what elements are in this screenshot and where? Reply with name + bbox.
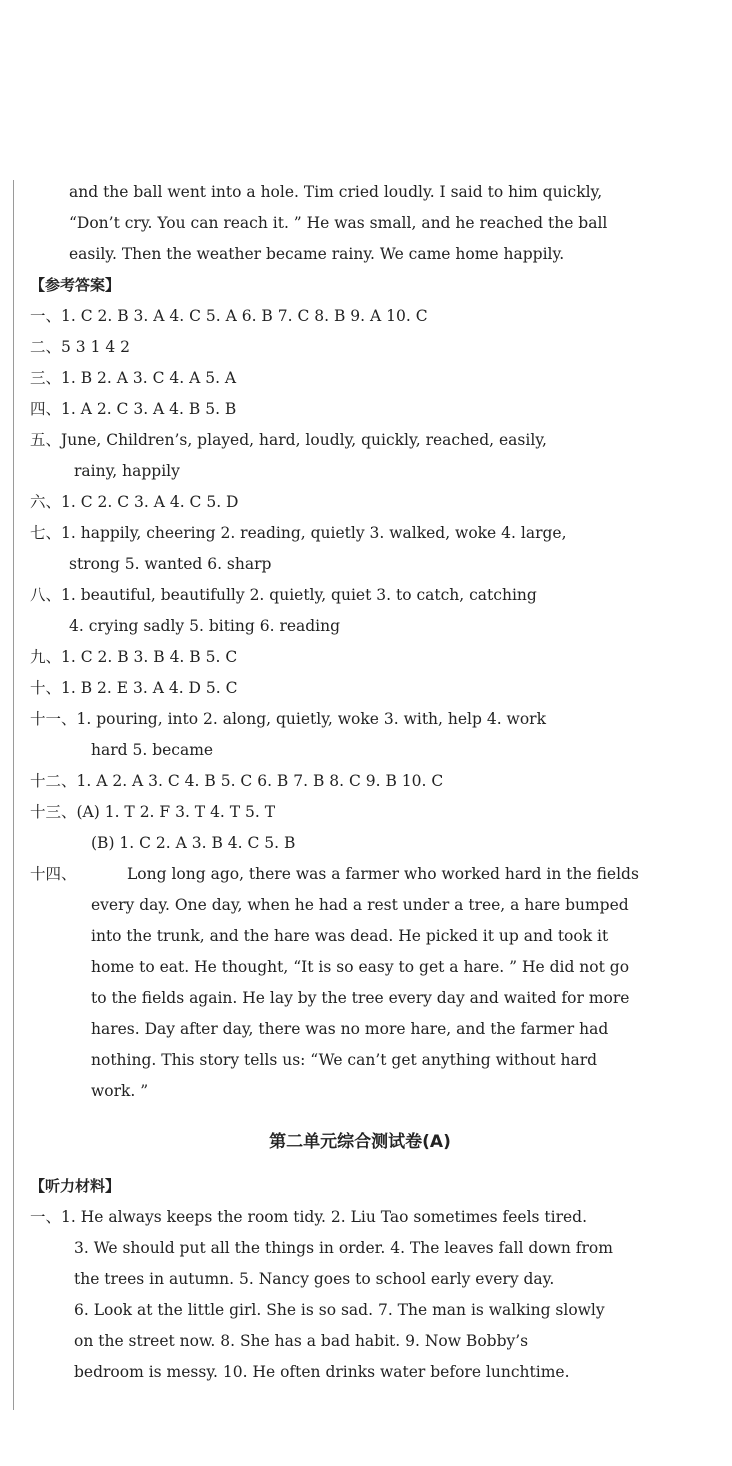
listening-line: the trees in autumn. 5. Nancy goes to school early every day. bbox=[74, 1270, 555, 1288]
answer-line: 六、1. C 2. C 3. A 4. C 5. D bbox=[30, 493, 239, 511]
essay-line: every day. One day, when he had a rest under a tree, a hare bumped bbox=[91, 896, 629, 914]
essay-line: home to eat. He thought, “It is so easy to get a hare. ” He did not go bbox=[91, 958, 630, 976]
answer-line: 九、1. C 2. B 3. B 4. B 5. C bbox=[30, 648, 238, 666]
answer-line: 十三、(A) 1. T 2. F 3. T 4. T 5. T bbox=[30, 803, 276, 821]
binding-margin-line bbox=[13, 180, 14, 1410]
answer-line: 二、5 3 1 4 2 bbox=[30, 338, 131, 356]
essay-line: Long long ago, there was a farmer who worked hard in the fields bbox=[127, 865, 639, 883]
essay-line: into the trunk, and the hare was dead. He picked it up and took it bbox=[91, 927, 609, 945]
answer-line: 八、1. beautiful, beautifully 2. quietly, quiet 3. to catch, catching bbox=[30, 586, 537, 604]
answer-line: 四、1. A 2. C 3. A 4. B 5. B bbox=[30, 400, 237, 418]
answer-line: 十、1. B 2. E 3. A 4. D 5. C bbox=[30, 679, 238, 697]
listening-line: 一、1. He always keeps the room tidy. 2. Liu Tao sometimes feels tired. bbox=[30, 1208, 588, 1226]
answer-line-continued: rainy, happily bbox=[74, 462, 180, 480]
answer-line-continued: hard 5. became bbox=[91, 741, 214, 759]
listening-line: bedroom is messy. 10. He often drinks water before lunchtime. bbox=[74, 1363, 570, 1381]
answer-line: 七、1. happily, cheering 2. reading, quietly 3. walked, woke 4. large, bbox=[30, 524, 567, 542]
essay-line: hares. Day after day, there was no more hare, and the farmer had bbox=[91, 1020, 609, 1038]
story-line: and the ball went into a hole. Tim cried loudly. I said to him quickly, bbox=[69, 183, 603, 201]
answer-line: 一、1. C 2. B 3. A 4. C 5. A 6. B 7. C 8. B 9. A 10. C bbox=[30, 307, 428, 325]
listening-line: on the street now. 8. She has a bad habit. 9. Now Bobby’s bbox=[74, 1332, 529, 1350]
answer-line: 十二、1. A 2. A 3. C 4. B 5. C 6. B 7. B 8. C 9. B 10. C bbox=[30, 772, 444, 790]
listening-line: 3. We should put all the things in order. 4. The leaves fall down from bbox=[74, 1239, 613, 1257]
essay-line: work. ” bbox=[91, 1082, 149, 1100]
essay-first-line bbox=[30, 859, 690, 890]
answer-line: 三、1. B 2. A 3. C 4. A 5. A bbox=[30, 369, 237, 387]
answer-line-continued: 4. crying sadly 5. biting 6. reading bbox=[69, 617, 341, 635]
essay-line: nothing. This story tells us: “We can’t get anything without hard bbox=[91, 1051, 598, 1069]
answers-heading: 【参考答案】 bbox=[30, 276, 121, 294]
answer-line-continued: strong 5. wanted 6. sharp bbox=[69, 555, 272, 573]
story-line: “Don’t cry. You can reach it. ” He was small, and he reached the ball bbox=[69, 214, 608, 232]
answer-line: 十一、1. pouring, into 2. along, quietly, woke 3. with, help 4. work bbox=[30, 710, 546, 728]
answer-page bbox=[30, 177, 690, 1388]
story-line: easily. Then the weather became rainy. We came home happily. bbox=[69, 245, 565, 263]
listening-heading: 【听力材料】 bbox=[30, 1177, 121, 1195]
answer-line-continued: (B) 1. C 2. A 3. B 4. C 5. B bbox=[91, 834, 296, 852]
essay-label: 十四、 bbox=[30, 865, 77, 883]
listening-line: 6. Look at the little girl. She is so sad. 7. The man is walking slowly bbox=[74, 1301, 605, 1319]
section-title: 第二单元综合测试卷(A) bbox=[269, 1132, 451, 1152]
answer-line: 五、June, Children’s, played, hard, loudly, quickly, reached, easily, bbox=[30, 431, 547, 449]
essay-line: to the fields again. He lay by the tree every day and waited for more bbox=[91, 989, 630, 1007]
